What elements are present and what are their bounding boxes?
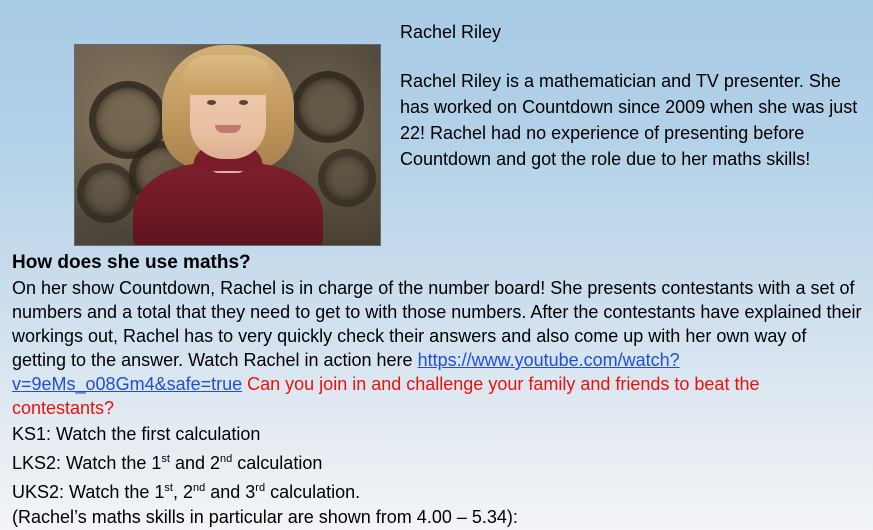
mouth bbox=[215, 125, 241, 133]
main-paragraph bbox=[12, 276, 864, 420]
paragraph-text-before-link: On her show Countdown, Rachel is in charge of the number board! She presents contestants with a set of numbers and a total that they need to get to with those numbers. After the contestants have explained their workings out, Rachel has to very quickly check their answers and also come up with her own way of getting to the answer. Watch Rachel in action here bbox=[12, 278, 862, 370]
eye-right bbox=[239, 100, 248, 105]
portrait-image bbox=[74, 44, 381, 246]
section-subheading: How does she use maths? bbox=[12, 252, 251, 273]
task-item-ks1 bbox=[12, 422, 864, 447]
timing-note: (Rachel’s maths skills in particular are shown from 4.00 – 5.34): bbox=[12, 507, 518, 527]
task-item-uks2: UKS2: Watch the 1st, 2nd and 3rd calculation. bbox=[12, 482, 361, 502]
body-content bbox=[12, 250, 864, 530]
torso bbox=[133, 163, 323, 246]
eye-left bbox=[207, 100, 216, 105]
person-bio: Rachel Riley is a mathematician and TV presenter. She has worked on Countdown since 2009 when she was just 22! Rachel had no experience of presenting before Countdown and got the role due to her maths skills! bbox=[400, 71, 858, 169]
task-list bbox=[12, 422, 864, 530]
person-figure bbox=[75, 45, 380, 245]
hair-front bbox=[182, 55, 274, 95]
youtube-link[interactable]: https://www.youtube.com/watch?v=9eMs_o08Gm4&safe=true bbox=[12, 350, 680, 394]
task-item-lks2: LKS2: Watch the 1st and 2nd calculation bbox=[12, 453, 323, 473]
paragraph-text-after-link: Can you join in and challenge your family and friends to beat the contestants? bbox=[12, 374, 760, 418]
task-label: KS1: Watch the first calculation bbox=[12, 424, 261, 444]
person-name: Rachel Riley bbox=[400, 22, 502, 42]
